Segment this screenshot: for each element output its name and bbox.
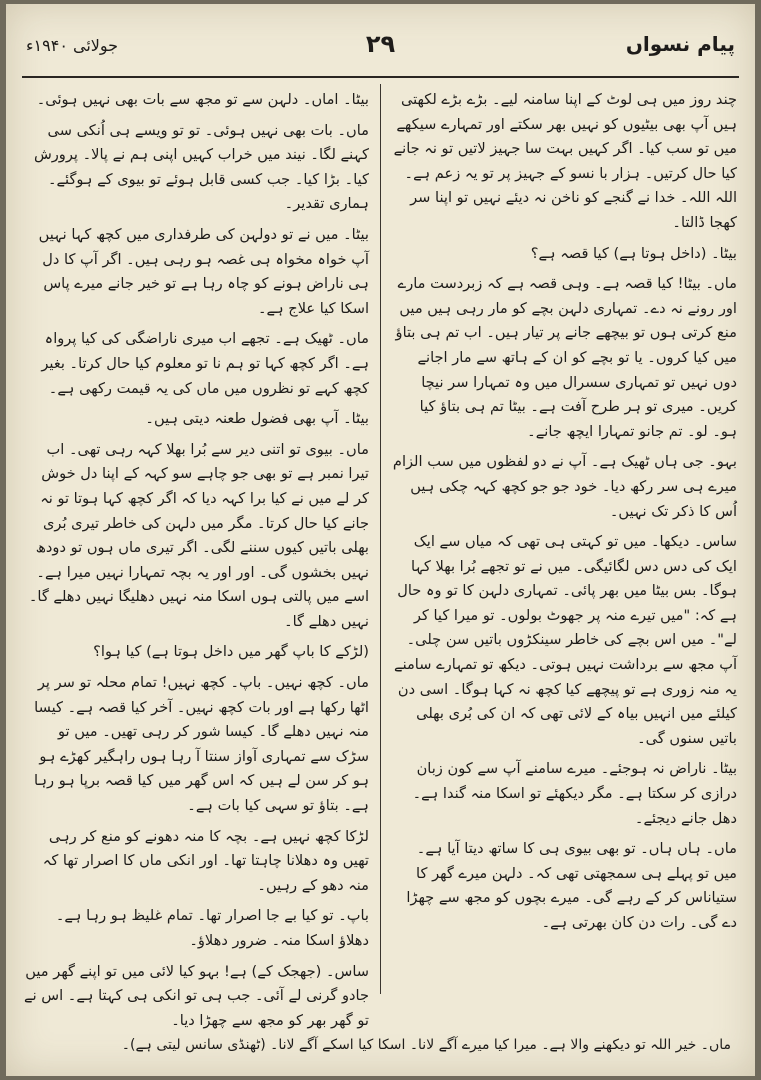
paragraph: ساس۔ دیکھا۔ میں تو کہتی ہی تھی کہ میاں سے ایک ایک کی دس دس لگائیگی۔ میں نے تو تجھے بُرا بھلا کہا ہوگا۔ بس بیٹا میں بھر پائی۔ تمہاری دلہن کا تو وہ حال ہے کہ: "میں تیرے منہ پر جھوٹ بولوں۔ تو میرا کیا کر لے"۔ میں اس بچے کی خاطر سینکڑوں باتیں سن چلی۔ آپ مجھ سے برداشت نہیں ہوتی۔ دیکھ تو تمہارے سامنے یہ منہ زوری ہے تو پیچھے کیا کچھ نہ کہا ہوگا۔ اسی دن کیلئے میں انہیں بیاہ کے لائی تھی کہ ان کی بُری بھلی باتیں سنوں گی۔	[394, 533, 737, 747]
magazine-title: پیام نسواں	[625, 32, 735, 56]
magazine-page	[6, 4, 755, 1076]
left-column	[24, 88, 369, 1029]
paragraph: بیٹا۔ میں نے تو دولہن کی طرفداری میں کچھ کہا نہیں آپ خواہ مخواہ ہی غصہ ہو رہی ہیں۔ اگر آپ کا دل ہی ناراض ہونے کو چاہ رہا ہے تو خیر جانے میرے پاس اسکا کیا علاج ہے۔	[38, 225, 369, 317]
page-number: ۲۹	[365, 30, 396, 58]
paragraph: بیٹا۔ اماں۔ دلہن سے تو مجھ سے بات بھی نہیں ہوئی۔	[36, 91, 369, 108]
paragraph: بہو۔ جی ہاں ٹھیک ہے۔ آپ نے دو لفظوں میں سب الزام میرے ہی سر رکھ دیا۔ خود جو جو کچھ کہہ چکی ہیں اُس کا ذکر تک نہیں۔	[392, 453, 737, 520]
paragraph: (لڑکے کا باپ گھر میں داخل ہوتا ہے) کیا ہوا؟	[93, 643, 369, 661]
paragraph: ساس۔ (جھجک کے) ہے! بہو کیا لائی میں تو اپنے گھر میں جادو گرنی لے آئی۔ جب ہی تو انکی ہی کہتا ہے۔ اس نے تو گھر بھر کو مجھ سے چھڑا دیا۔	[24, 962, 369, 1029]
issue-date: جولائی ۱۹۴۰ء	[26, 36, 119, 55]
paragraph: ماں۔ بیوی تو اتنی دیر سے بُرا بھلا کہہ رہی تھی۔ اب تیرا نمبر ہے تو بھی جو چاہے سو کہہ کے اپنا دل خوش کر لے میں نے کیا برا کہہ دیا کہ اگر کچھ کہا ہوتا تو نہ جانے کیا حال کرتا۔ مگر میں دلہن کی خاطر تیری بُری بھلی باتیں کیوں سننے لگی۔ اگر تیری ماں ہوں تو دودھ نہیں بخشوں گی۔ اور اور یہ بچہ تمہارا نہیں میرا ہے۔ اسے میں پالتی ہوں اسکا منہ نہیں دھلیگا نہیں دھلے گا۔ نہیں دھلے گا۔	[28, 440, 369, 630]
paragraph: ماں۔ بات بھی نہیں ہوئی۔ تو تو ویسے ہی اُنکی سی کہنے لگا۔ نیند میں خراب کہیں اپنی ہم نے پالا۔ پرورش کیا۔ بڑا کیا۔ جب کسی قابل ہوئے تو بیوی کے ہوگئے۔ ہماری تقدیر۔	[33, 121, 369, 213]
paragraph: بیٹا۔ آپ بھی فضول طعنہ دیتی ہیں۔	[145, 410, 369, 428]
paragraph: باپ۔ تو کیا بے جا اصرار تھا۔ تمام غلیظ ہو رہا ہے۔ دھلاؤ اسکا منہ۔ ضرور دھلاؤ۔	[55, 907, 369, 949]
paragraph: ماں۔ کچھ نہیں۔ باپ۔ کچھ نہیں! تمام محلہ تو سر پر اٹھا رکھا ہے اور بات کچھ نہیں۔ آخر کیا قصہ ہے۔ کیسا منہ نہیں دھلے گا۔ کیسا شور کر رہی تھیں۔ میں تو سڑک سے تمہاری آواز سنتا آ رہا ہوں راہگیر کھڑے ہو ہو کر سن لے ہیں کہ اس گھر میں کیا قصہ برپا ہو رہا ہے۔ بتاؤ تو سہی کیا بات ہے۔	[34, 674, 369, 815]
column-divider	[380, 84, 381, 994]
paragraph: ماں۔ ہاں ہاں۔ تو بھی بیوی ہی کا ساتھ دیتا آیا ہے۔ میں تو پہلے ہی سمجھتی تھی کہ۔ دلہن میرے گھر کا ستیاناس کر کے رہے گی۔ میرے بچوں کو مجھ سے چھڑا دے گی۔ رات دن کان بھرتی ہے۔	[406, 840, 737, 931]
footer-line: ماں۔ خیر اللہ تو دیکھنے والا ہے۔ میرا کیا میرے آگے لانا۔ اسکا کیا اسکے آگے لانا۔ (ٹھنڈی سانس لیتی ہے)۔	[121, 1037, 731, 1053]
paragraph: بیٹا۔ ناراض نہ ہوجئے۔ میرے سامنے آپ سے کون زبان درازی کر سکتا ہے۔ مگر دیکھئے تو اسکا منہ گندا ہے۔ دھل جانے دیجئے۔	[412, 760, 737, 827]
paragraph: چند روز میں ہی لوٹ کے اپنا سامنہ لیے۔ بڑے بڑے لکھتی ہیں آپ بھی بیٹیوں کو نہیں بھر سکتے اور تمہارے سیکھے میں تو سب کیا۔ اگر کہیں بہت سا جہیز لاتیں تو نہ جانے کیا حال کرتیں۔ ہزار با نسو کے جہیز پر تو یہ زعم ہے۔ اللہ اللہ۔ خدا نے گنجے کو ناخن نہ دیئے نہیں تو اپنا سر کھجا ڈالتا۔	[393, 91, 737, 231]
paragraph: ماں۔ بیٹا! کیا قصہ ہے۔ وہی قصہ ہے کہ زبردست مارے اور رونے نہ دے۔ تمہاری دلہن بچے کو مار رہی ہیں میں منع کرتی ہوں تو بیچھے جانے پر تیار ہیں۔ اب تم ہی بتاؤ میں کیا کروں۔ یا تو بچے کو ان کے ہاتھ سے مار اجانے دوں نہیں تو تمہاری سسرال میں وہ تمہارا سر نیچا کریں۔ میری تو ہر طرح آفت ہے۔ بیٹا تم ہی بتاؤ کیا ہو۔ لو۔ تم جانو تمہارا ایچھ جانے۔	[395, 275, 737, 440]
header-rule	[22, 76, 739, 78]
page-header	[26, 26, 735, 72]
paragraph: لڑکا کچھ نہیں ہے۔ بچہ کا منہ دھونے کو منع کر رہی تھیں وہ دھلانا چاہتا تھا۔ اور انکی ماں کا اصرار تھا کہ منہ دھو کے رہیں۔	[42, 827, 369, 894]
right-column	[392, 88, 737, 988]
paragraph: ماں۔ ٹھیک ہے۔ تجھے اب میری ناراضگی کی کیا پرواہ ہے۔ اگر کچھ کہا تو ہم نا تو معلوم کیا حال کرتا۔ بغیر کچھ کہے تو نظروں میں ماں کی یہ قیمت رکھی ہے۔	[41, 330, 369, 397]
paragraph: بیٹا۔ (داخل ہوتا ہے) کیا قصہ ہے؟	[530, 244, 737, 262]
